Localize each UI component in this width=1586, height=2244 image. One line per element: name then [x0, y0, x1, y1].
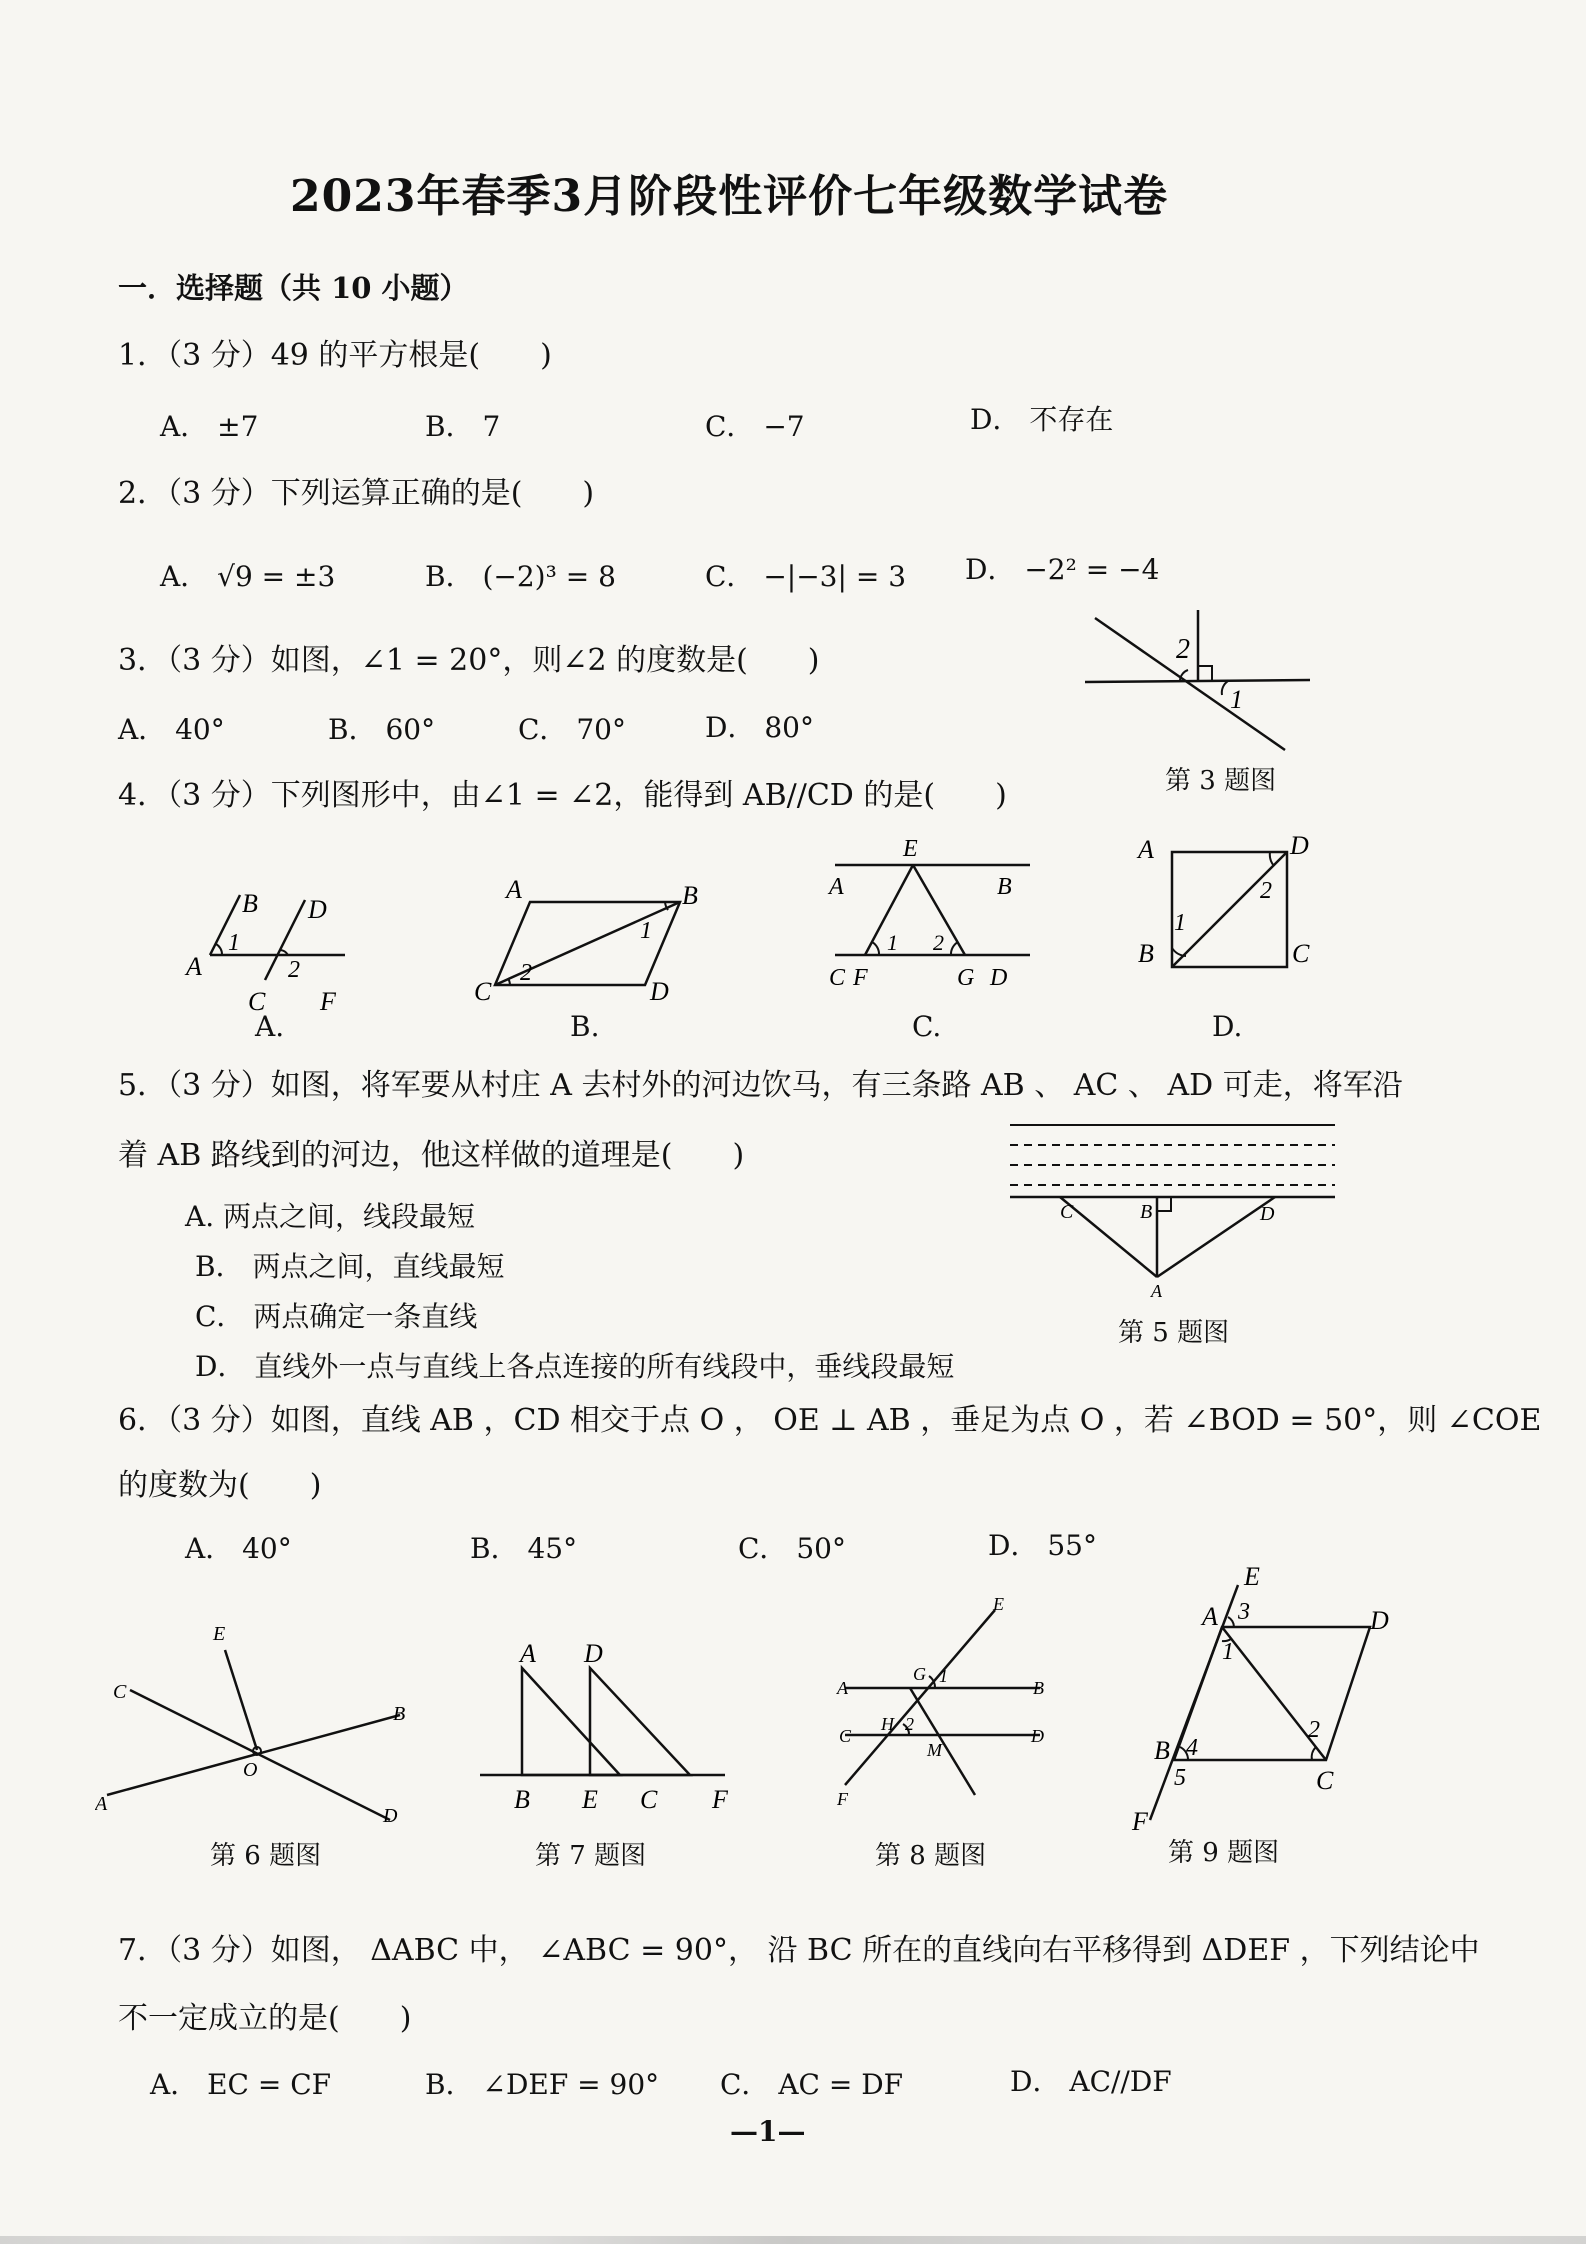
q1-option-a: A． ±7 [160, 410, 259, 443]
fig6-label-b: B [393, 1703, 406, 1725]
caption-q9: 第 9 题图 [1168, 1838, 1280, 1868]
fig8-label-2: 2 [905, 1714, 914, 1734]
q7-option-a: A． EC = CF [150, 2068, 332, 2101]
fig4a-label-f: F [320, 987, 336, 1016]
figure-q4-c [825, 830, 1040, 1000]
fig9-label-d: D [1370, 1606, 1389, 1635]
q2-option-c: C． −|−3| = 3 [705, 560, 907, 593]
q5-option-b: B． 两点之间，直线最短 [195, 1250, 505, 1283]
q1-option-d: D． 不存在 [970, 403, 1114, 436]
fig4d-label-2: 2 [1260, 878, 1272, 904]
fig9-label-f: F [1132, 1807, 1148, 1835]
q7-option-c: C． AC = DF [720, 2068, 904, 2101]
page-title: 2023年春季3月阶段性评价七年级数学试卷 [290, 171, 1169, 222]
fig8-label-d: D [1031, 1726, 1044, 1746]
figure-q4-a [180, 880, 360, 1020]
q4-option-b: B. [570, 1010, 600, 1043]
q5-stem-line1: 5．（3 分）如图，将军要从村庄 A 去村外的河边饮马，有三条路 AB 、 AC 、 AD 可走，将军沿 [118, 1068, 1403, 1103]
fig4c-label-c: C [829, 965, 846, 991]
fig4d-label-b: B [1138, 939, 1154, 968]
q3-option-d: D． 80° [705, 711, 814, 744]
fig4c-label-b: B [997, 874, 1012, 900]
q7-stem-line2: 不一定成立的是( ) [118, 2001, 412, 2036]
fig8-label-e: E [993, 1594, 1004, 1614]
fig9-label-4: 4 [1186, 1735, 1198, 1761]
q2-option-a: A． √9 = ±3 [160, 560, 336, 593]
figure-q5 [1005, 1115, 1345, 1305]
fig6-label-a: A [95, 1793, 108, 1815]
fig9-label-2: 2 [1308, 1717, 1320, 1743]
fig9-label-3: 3 [1238, 1599, 1250, 1625]
fig4a-label-2: 2 [288, 957, 300, 983]
q4-option-a: A. [255, 1010, 285, 1043]
fig4c-label-e: E [903, 836, 918, 862]
q6-option-d: D． 55° [988, 1529, 1097, 1562]
fig4b-label-c: C [474, 977, 492, 1006]
q7-option-d: D． AC//DF [1010, 2065, 1172, 2098]
fig6-label-e: E [213, 1623, 226, 1645]
q1-option-b: B． 7 [425, 410, 501, 443]
fig9-label-a: A [1202, 1602, 1218, 1631]
fig7-label-a: A [520, 1640, 536, 1668]
fig6-label-d: D [383, 1805, 398, 1827]
q6-option-a: A． 40° [185, 1532, 292, 1565]
fig4b-label-d: D [650, 977, 669, 1006]
caption-q7: 第 7 题图 [535, 1841, 647, 1871]
q4-option-c: C. [912, 1010, 942, 1043]
q5-option-a: A. 两点之间，线段最短 [185, 1200, 476, 1233]
caption-q6: 第 6 题图 [210, 1841, 322, 1871]
fig8-label-c: C [839, 1726, 852, 1746]
figure-q6 [95, 1610, 415, 1830]
fig8-label-a: A [837, 1678, 848, 1698]
q6-stem-line2: 的度数为( ) [118, 1468, 322, 1503]
fig6-label-c: C [113, 1681, 127, 1703]
q1-option-c: C． −7 [705, 410, 805, 443]
fig6-label-o: O [243, 1759, 258, 1781]
figure-q3 [1080, 600, 1340, 760]
fig4c-label-d: D [990, 965, 1008, 991]
fig9-label-b: B [1154, 1736, 1170, 1765]
fig4c-label-2: 2 [933, 930, 944, 955]
fig4a-label-b: B [242, 889, 258, 918]
fig5-label-b: B [1140, 1201, 1153, 1223]
caption-q8: 第 8 题图 [875, 1841, 987, 1871]
q3-option-c: C． 70° [518, 713, 626, 746]
fig4b-label-1: 1 [640, 918, 652, 944]
q3-option-b: B． 60° [328, 713, 436, 746]
fig9-label-5: 5 [1174, 1765, 1186, 1791]
caption-q3: 第 3 题图 [1165, 766, 1277, 796]
figure-q7 [470, 1640, 750, 1820]
figure-q4-b [470, 880, 720, 1020]
figure-q9 [1130, 1555, 1400, 1835]
q4-stem: 4．（3 分）下列图形中，由∠1 = ∠2，能得到 AB//CD 的是( ) [118, 778, 1007, 813]
fig4a-label-a: A [186, 952, 202, 981]
scan-edge [0, 2236, 1586, 2244]
fig8-label-g: G [913, 1664, 926, 1684]
fig3-label-1: 1 [1230, 685, 1243, 714]
q5-option-c: C． 两点确定一条直线 [195, 1300, 478, 1333]
fig4d-label-d: D [1290, 831, 1309, 860]
fig7-label-c: C [640, 1785, 658, 1814]
fig4a-label-c: C [248, 987, 266, 1016]
q4-option-d: D. [1212, 1010, 1243, 1043]
fig9-label-1: 1 [1222, 1639, 1234, 1665]
fig8-label-f: F [837, 1789, 848, 1809]
fig5-label-d: D [1260, 1203, 1275, 1225]
fig4a-label-1: 1 [228, 930, 240, 956]
caption-q5: 第 5 题图 [1118, 1318, 1230, 1348]
fig7-label-d: D [584, 1640, 603, 1668]
fig5-label-a: A [1151, 1281, 1162, 1301]
q2-stem: 2．（3 分）下列运算正确的是( ) [118, 476, 595, 511]
q2-option-b: B． (−2)³ = 8 [425, 560, 616, 593]
figure-q4-d [1130, 830, 1315, 995]
q7-stem-line1: 7．（3 分）如图， ΔABC 中， ∠ABC = 90°， 沿 BC 所在的直线向右平移得到 ΔDEF ，下列结论中 [118, 1933, 1480, 1968]
fig8-label-h: H [881, 1714, 894, 1734]
q6-stem-line1: 6．（3 分）如图，直线 AB ，CD 相交于点 O ， OE ⊥ AB ，垂足为点 O ，若 ∠BOD = 50°，则 ∠COE [118, 1403, 1542, 1438]
fig4b-label-a: A [506, 880, 522, 904]
q5-stem-line2: 着 AB 路线到的河边，他这样做的道理是( ) [118, 1138, 745, 1173]
fig4c-label-a: A [829, 874, 844, 900]
q2-option-d: D． −2² = −4 [965, 553, 1160, 586]
fig8-label-b: B [1033, 1678, 1044, 1698]
q6-option-b: B． 45° [470, 1532, 578, 1565]
fig4c-label-f: F [853, 965, 868, 991]
fig5-label-c: C [1060, 1201, 1074, 1223]
q3-option-a: A． 40° [118, 713, 225, 746]
fig4d-label-c: C [1292, 939, 1310, 968]
fig4d-label-1: 1 [1174, 910, 1186, 936]
q5-option-d: D． 直线外一点与直线上各点连接的所有线段中，垂线段最短 [195, 1350, 955, 1383]
fig4c-label-1: 1 [887, 930, 898, 955]
fig4d-label-a: A [1138, 835, 1154, 864]
fig4c-label-g: G [957, 965, 975, 991]
fig4a-label-d: D [308, 895, 327, 924]
fig9-label-c: C [1316, 1766, 1334, 1795]
fig8-label-m: M [927, 1740, 942, 1760]
section-heading: 一．选择题（共 10 小题） [118, 271, 469, 305]
fig4b-label-b: B [682, 881, 698, 910]
fig4b-label-2: 2 [520, 960, 532, 986]
page-number: —1— [730, 2115, 806, 2148]
fig7-label-f: F [712, 1785, 728, 1814]
fig7-label-b: B [514, 1785, 530, 1814]
fig3-label-2: 2 [1176, 634, 1190, 665]
q7-option-b: B． ∠DEF = 90° [425, 2068, 660, 2101]
q3-stem: 3．（3 分）如图，∠1 = 20°，则∠2 的度数是( ) [118, 643, 820, 678]
q6-option-c: C． 50° [738, 1532, 846, 1565]
q1-stem: 1．（3 分）49 的平方根是( ) [118, 338, 552, 373]
fig7-label-e: E [582, 1785, 598, 1814]
fig9-label-e: E [1244, 1562, 1260, 1591]
figure-q8 [825, 1590, 1055, 1820]
fig8-label-1: 1 [939, 1666, 948, 1686]
